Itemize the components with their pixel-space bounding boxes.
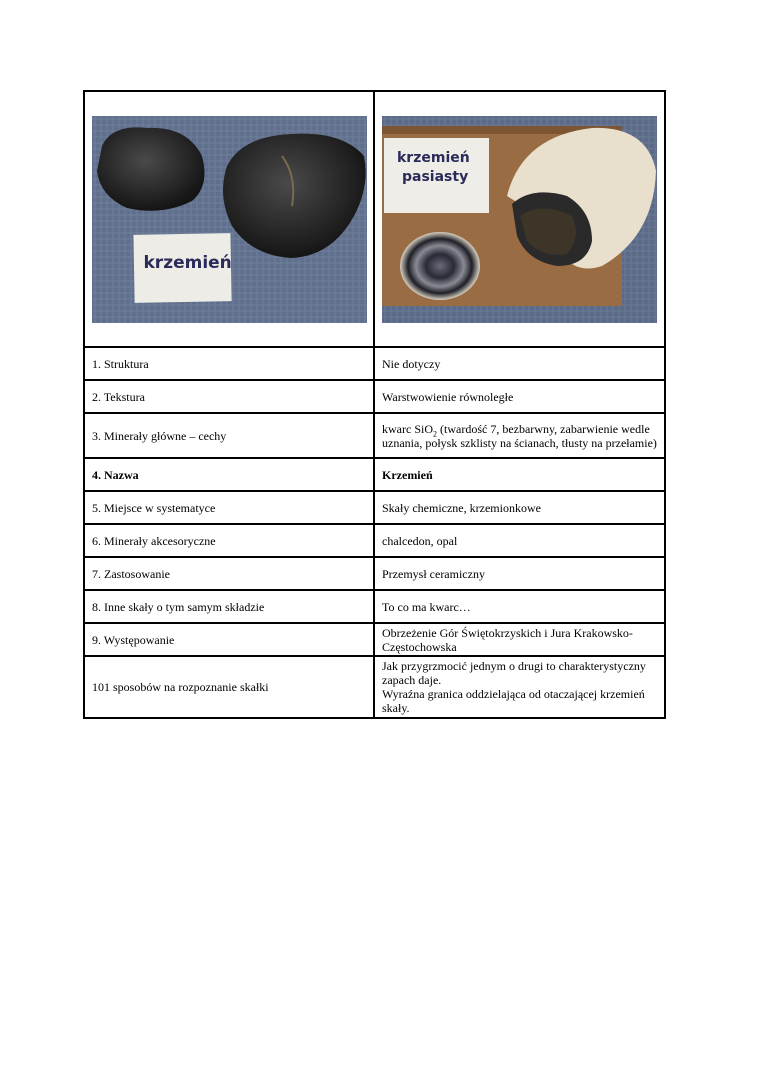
table-row: [84, 458, 665, 491]
row-value: Przemysł ceramiczny: [374, 557, 665, 590]
row-value: Nie dotyczy: [374, 347, 665, 380]
row-value: Skały chemiczne, krzemionkowe: [374, 491, 665, 524]
row-value: Obrzeżenie Gór Świętokrzyskich i Jura Krakowsko-Częstochowska: [374, 623, 665, 656]
row-value: Warstwowienie równoległe: [374, 380, 665, 413]
row-value: chalcedon, opal: [374, 524, 665, 557]
table-row: [84, 380, 665, 413]
row-label: 3. Minerały główne – cechy: [84, 413, 374, 458]
row-label: 9. Występowanie: [84, 623, 374, 656]
flint-photo-graphic: [92, 116, 367, 323]
striped-flint-label-line2: pasiasty: [402, 168, 469, 185]
row-label: 1. Struktura: [84, 347, 374, 380]
row-value: [374, 656, 665, 718]
table-row: [84, 623, 665, 656]
row-value: Krzemień: [374, 458, 665, 491]
table-row: [84, 491, 665, 524]
flint-photo: [92, 116, 367, 323]
mineral-properties-text: (twardość 7, bezbarwny, zabarwienie wedle uznania, połysk szklisty na ścianach, tłusty na przełamie): [382, 421, 657, 450]
table-row: [84, 347, 665, 380]
formula-text: kwarc SiO: [382, 421, 433, 436]
formula-subscript: 2: [433, 428, 437, 438]
photo-cell-left: [84, 91, 374, 347]
row-label: 8. Inne skały o tym samym składzie: [84, 590, 374, 623]
striped-flint-photo-graphic: [382, 116, 657, 323]
photo-cell-right: [374, 91, 665, 347]
row-label: 4. Nazwa: [84, 458, 374, 491]
table-row: [84, 557, 665, 590]
striped-flint-photo: [382, 116, 657, 323]
table-row: [84, 413, 665, 458]
table-row: [84, 524, 665, 557]
row-label: 5. Miejsce w systematyce: [84, 491, 374, 524]
recognition-tip-1: Jak przygrzmocić jednym o drugi to charakterystyczny zapach daje.: [382, 659, 646, 687]
table-row: [84, 590, 665, 623]
flint-label: krzemień: [143, 252, 232, 273]
striped-flint-label-line1: krzemień: [397, 149, 470, 166]
row-label: 6. Minerały akcesoryczne: [84, 524, 374, 557]
row-label: 101 sposobów na rozpoznanie skałki: [84, 656, 374, 718]
recognition-tip-2: Wyraźna granica oddzielająca od otaczającej krzemień skały.: [382, 687, 645, 715]
row-value: To co ma kwarc…: [374, 590, 665, 623]
row-label: 7. Zastosowanie: [84, 557, 374, 590]
table-row: [84, 656, 665, 718]
photo-row: [84, 91, 665, 347]
row-label: 2. Tekstura: [84, 380, 374, 413]
rock-description-table: [83, 90, 666, 719]
row-value: [374, 413, 665, 458]
